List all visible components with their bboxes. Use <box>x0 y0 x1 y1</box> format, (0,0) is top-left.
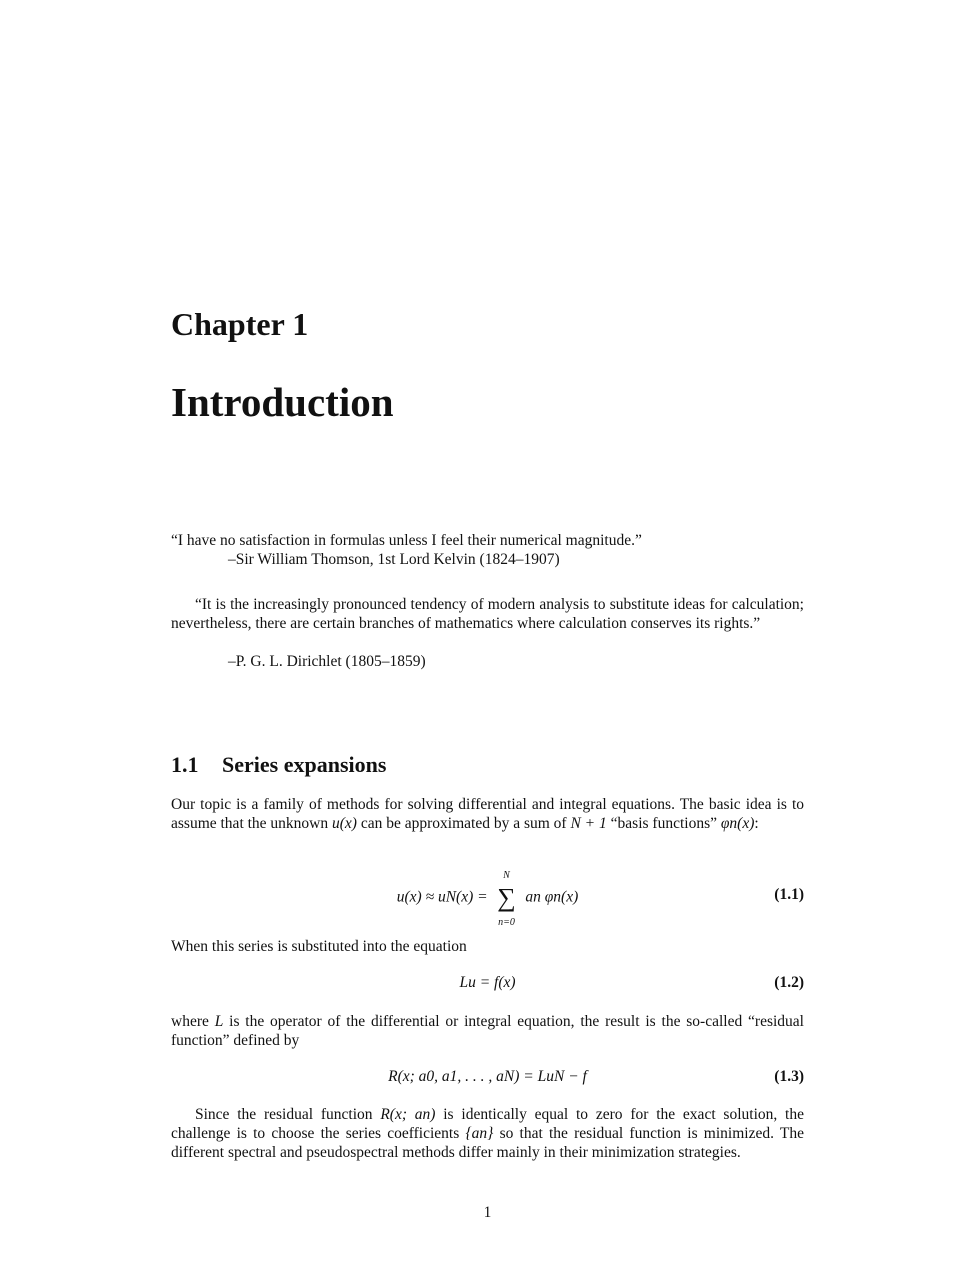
epigraph-quote-kelvin: “I have no satisfaction in formulas unless I feel their numerical magnitude.” <box>171 532 642 549</box>
sum-upper-limit: N <box>503 870 510 881</box>
equation-1-3 <box>171 1068 804 1088</box>
section-number: 1.1 <box>171 752 199 777</box>
eq1-rhs: an φn(x) <box>525 888 579 906</box>
epigraph-attribution-dirichlet: –P. G. L. Dirichlet (1805–1859) <box>228 653 426 670</box>
paragraph-operator: where L is the operator of the differential or integral equation, the result is the so-called “residual function” defined by <box>171 1013 804 1049</box>
epigraph-quote-dirichlet: “It is the increasingly pronounced tendency of modern analysis to substitute ideas for calculation; nevertheless, there are certain branches of mathematics where calculation conserves its rights.” <box>171 596 804 632</box>
chapter-label: Chapter 1 <box>171 306 309 342</box>
equation-number: (1.2) <box>774 974 804 991</box>
document-page <box>171 0 804 1267</box>
epigraph-attribution-kelvin: –Sir William Thomson, 1st Lord Kelvin (1824–1907) <box>228 551 560 568</box>
math-phi-n: φn(x) <box>720 815 755 832</box>
paragraph-substitution: When this series is substituted into the equation <box>171 938 467 955</box>
summation-symbol: N ∑ n=0 <box>494 886 518 910</box>
math-R: R(x; an) <box>380 1106 436 1123</box>
equation-number: (1.3) <box>774 1068 804 1085</box>
equation-1-1 <box>171 870 804 928</box>
math-L: L <box>214 1013 224 1030</box>
sum-lower-limit: n=0 <box>498 917 515 928</box>
section-heading <box>171 751 386 779</box>
page-number: 1 <box>483 1204 492 1221</box>
math-ux: u(x) <box>332 815 357 832</box>
equation-1-2 <box>171 974 804 994</box>
eq3-formula: R(x; a0, a1, . . . , aN) = LuN − f <box>388 1068 587 1085</box>
eq1-lhs: u(x) ≈ uN(x) = <box>396 888 488 906</box>
eq2-formula: Lu = f(x) <box>459 974 516 991</box>
math-n-plus-1: N + 1 <box>570 815 607 832</box>
equation-number: (1.1) <box>774 886 804 903</box>
paragraph-intro: Our topic is a family of methods for solving differential and integral equations. The basic idea is to assume that the unknown u(x) can be approximated by a sum of N + 1 “basis functions” φn(x): <box>171 796 804 832</box>
paragraph-residual: Since the residual function R(x; an) is identically equal to zero for the exact solution, the challenge is to choose the series coefficients {an} so that the residual function is minimized. The different spectral and pseudospectral methods differ mainly in their minimization strategies. <box>171 1106 804 1161</box>
chapter-title: Introduction <box>171 379 394 425</box>
math-coefficients: {an} <box>465 1125 494 1142</box>
section-title: Series expansions <box>222 752 387 777</box>
